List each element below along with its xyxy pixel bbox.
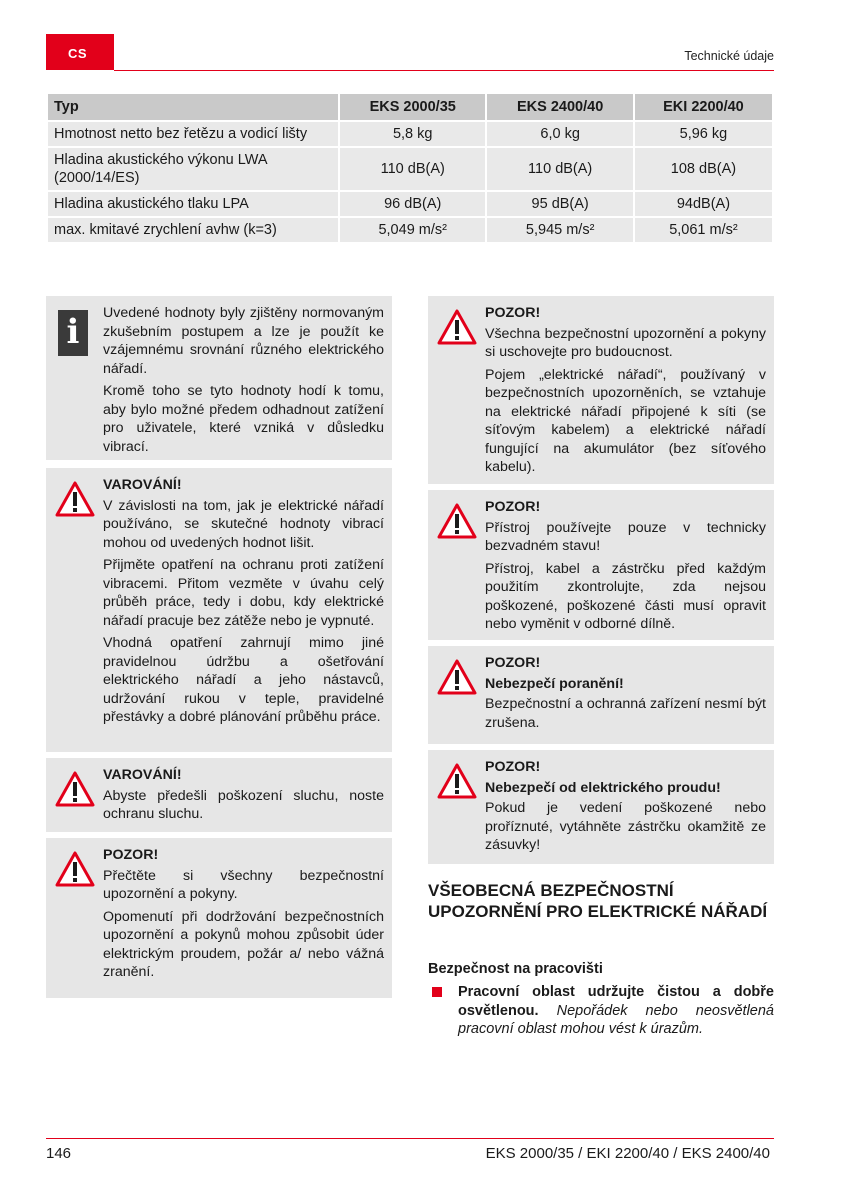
warning-triangle-icon — [436, 502, 478, 545]
specs-table — [46, 92, 774, 244]
header-title: Technické údaje — [684, 49, 774, 63]
page-number: 146 — [46, 1145, 72, 1162]
table-cell: 94dB(A) — [635, 192, 772, 216]
caution-box — [428, 490, 774, 640]
table-row — [48, 122, 772, 146]
table-cell: 110 dB(A) — [340, 148, 485, 190]
warning-triangle-icon — [54, 770, 96, 813]
table-header-cell: EKS 2400/40 — [487, 94, 632, 120]
caution-subtitle: Nebezpečí poranění! — [485, 675, 624, 692]
table-cell: 6,0 kg — [487, 122, 632, 146]
warning-box — [46, 758, 392, 832]
info-box — [46, 296, 392, 460]
table-header-row — [48, 94, 772, 120]
paragraph: Přístroj používejte pouze v technicky bezvadném stavu! — [485, 519, 766, 554]
warning-title: VAROVÁNÍ! — [103, 477, 182, 493]
caution-subtitle: Nebezpečí od elektrického proudu! — [485, 779, 721, 796]
caution-text — [485, 498, 766, 638]
warning-title: VAROVÁNÍ! — [103, 767, 182, 783]
row-label: Hladina akustického výkonu LWA (2000/14/ES) — [48, 148, 338, 190]
caution-title: POZOR! — [485, 655, 541, 671]
caution-box — [428, 750, 774, 864]
paragraph: Opomenutí při dodržování bezpečnostních upozornění a pokynů mohou způsobit úder elektrickým proudem, požár a/ nebo vážná zranění. — [103, 908, 384, 980]
paragraph: Pokud je vedení poškozené nebo proříznuté, vytáhněte zástrčku okamžitě ze zásuvky! — [485, 800, 766, 853]
caution-title: POZOR! — [485, 305, 541, 321]
paragraph: Abyste předešli poškození sluchu, noste ochranu sluchu. — [103, 787, 384, 822]
paragraph: Všechna bezpečnostní upozornění a pokyny si uschovejte pro budoucnost. — [485, 325, 766, 360]
caution-box — [46, 838, 392, 998]
paragraph: Pojem „elektrické nářadí“, používaný v bezpečnostních upozorněních, se vztahuje na elektrické nářadí připojené k síti (se síťovým kabelem) a elektrické nářadí fungující na akumulátor (bez síťového kabelu). — [485, 366, 766, 475]
caution-text — [485, 304, 766, 481]
caution-title: POZOR! — [485, 499, 541, 515]
warning-triangle-icon — [436, 658, 478, 701]
footer-divider — [46, 1138, 774, 1139]
paragraph: Bezpečnostní a ochranná zařízení nesmí být zrušena. — [485, 696, 766, 731]
header-divider — [114, 70, 774, 71]
warning-box — [46, 468, 392, 752]
table-cell: 5,8 kg — [340, 122, 485, 146]
bullet-square-icon — [432, 987, 442, 997]
warning-triangle-icon — [436, 308, 478, 351]
paragraph: Přijměte opatření na ochranu proti zatížení vibracemi. Přitom vezměte v úvahu celý průběh práce, tedy i dobu, kdy elektrické nářadí pracuje bez zátěže nebo je vypnuté. — [103, 557, 384, 629]
caution-text — [485, 758, 766, 859]
caution-text — [485, 654, 766, 736]
paragraph: Uvedené hodnoty byly zjištěny normovaným zkušebním postupem a lze je použít ke vzájemnému srovnání různého elektrického nářadí. — [103, 305, 384, 377]
caution-box — [428, 646, 774, 744]
table-cell: 96 dB(A) — [340, 192, 485, 216]
caution-title: POZOR! — [485, 759, 541, 775]
warning-triangle-icon — [54, 480, 96, 523]
list-item — [428, 983, 774, 1039]
paragraph: Přístroj, kabel a zástrčku před každým použitím zkontrolujte, zda nejsou poškozené, poškozené části musí opravit nebo vyměnit v odborné dílně. — [485, 560, 766, 632]
language-tab: CS — [46, 34, 114, 70]
warning-triangle-icon — [436, 762, 478, 805]
table-row — [48, 192, 772, 216]
table-row — [48, 218, 772, 242]
table-cell: 5,945 m/s² — [487, 218, 632, 242]
row-label: max. kmitavé zrychlení avhw (k=3) — [48, 218, 338, 242]
caution-box — [428, 296, 774, 484]
row-label: Hmotnost netto bez řetězu a vodicí lišty — [48, 122, 338, 146]
subsection-title: Bezpečnost na pracovišti — [428, 961, 603, 977]
table-cell: 110 dB(A) — [487, 148, 632, 190]
paragraph: Kromě toho se tyto hodnoty hodí k tomu, aby bylo možné předem odhadnout zatížení pro uživatele, které vzniká v důsledku vibrací. — [103, 383, 384, 455]
warning-text — [103, 476, 384, 731]
bullet-bold-text: Pracovní oblast udržujte čistou a dobře osvětlenou. — [458, 984, 774, 1019]
table-cell: 95 dB(A) — [487, 192, 632, 216]
paragraph: V závislosti na tom, jak je elektrické nářadí používáno, se skutečné hodnoty vibrací mohou od uvedených hodnot lišit. — [103, 497, 384, 551]
section-title: VŠEOBECNÁ BEZPEČNOSTNÍ UPOZORNĚNÍ PRO ELEKTRICKÉ NÁŘADÍ — [428, 881, 768, 921]
table-cell: 5,061 m/s² — [635, 218, 772, 242]
row-label: Hladina akustického tlaku LPA — [48, 192, 338, 216]
table-cell: 5,049 m/s² — [340, 218, 485, 242]
info-icon: i — [54, 310, 88, 356]
caution-title: POZOR! — [103, 847, 159, 863]
table-cell: 5,96 kg — [635, 122, 772, 146]
bullet-italic-text: Nepořádek nebo neosvětlená pracovní oblast mohou vést k úrazům. — [458, 1002, 775, 1037]
info-text — [103, 304, 384, 460]
paragraph: Vhodná opatření zahrnují mimo jiné pravidelnou údržbu a ošetřování elektrického nářadí a jeho nástavců, udržování rukou v teple, pravidelné přestávky a dobré plánování průběhu práce. — [103, 635, 384, 725]
table-row — [48, 148, 772, 190]
table-cell: 108 dB(A) — [635, 148, 772, 190]
warning-text — [103, 766, 384, 828]
table-header-cell: EKI 2200/40 — [635, 94, 772, 120]
table-header-cell: EKS 2000/35 — [340, 94, 485, 120]
paragraph: Přečtěte si všechny bezpečnostní upozornění a pokyny. — [103, 867, 384, 902]
warning-triangle-icon — [54, 850, 96, 893]
table-header-cell: Typ — [48, 94, 338, 120]
footer-models: EKS 2000/35 / EKI 2200/40 / EKS 2400/40 — [485, 1145, 770, 1162]
caution-text — [103, 846, 384, 986]
